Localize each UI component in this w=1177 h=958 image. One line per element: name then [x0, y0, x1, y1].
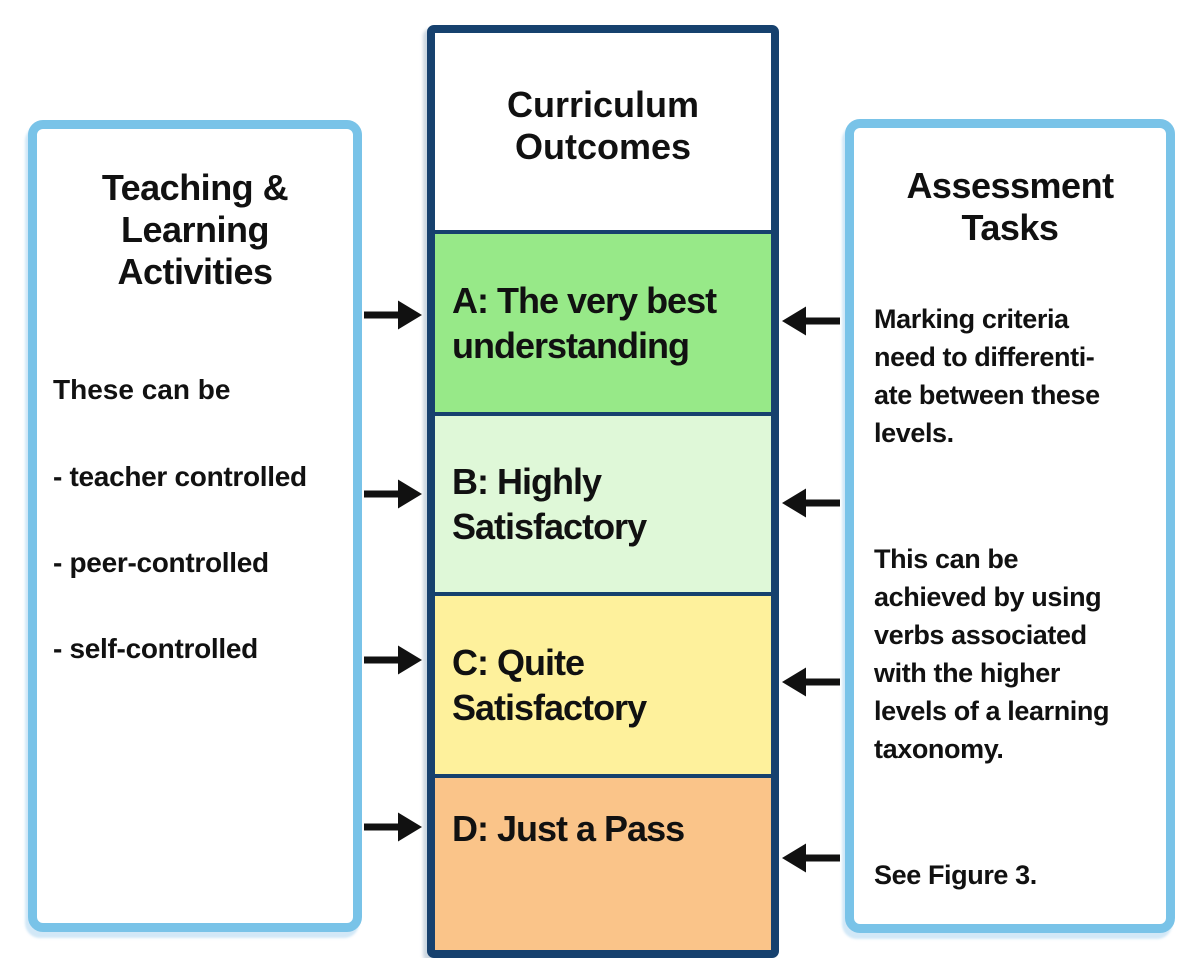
band-a-label-line: understanding — [452, 325, 689, 366]
marking-criteria-paragraph — [874, 300, 1166, 452]
body-line: taxonomy. — [874, 734, 1004, 764]
left-arrow-icon — [782, 485, 840, 521]
right-arrow-icon — [364, 476, 422, 512]
outcome-band-a — [435, 230, 771, 412]
band-a-label-line: A: The very best — [452, 280, 717, 321]
left-arrow-icon — [782, 840, 840, 876]
column-title-line: Curriculum — [506, 83, 700, 125]
curriculum-outcomes-title — [435, 33, 771, 230]
column-title-line: Outcomes — [514, 125, 692, 167]
body-line: with the higher — [874, 658, 1060, 688]
body-line: need to differenti- — [874, 342, 1095, 372]
outcome-band-c — [435, 592, 771, 774]
right-arrow-icon — [364, 642, 422, 678]
body-line: This can be — [874, 544, 1019, 574]
right-box-title — [854, 165, 1166, 249]
band-b-label-line: Satisfactory — [452, 506, 647, 547]
right-arrow-icon — [364, 809, 422, 845]
left-arrow-icon — [782, 303, 840, 339]
band-d-label-line: D: Just a Pass — [452, 807, 685, 849]
outcome-band-d — [435, 774, 771, 950]
taxonomy-verbs-paragraph — [874, 540, 1166, 768]
body-line: achieved by using — [874, 582, 1102, 612]
band-c-label-line: Satisfactory — [452, 687, 647, 728]
assessment-tasks-box — [845, 119, 1175, 933]
body-line: See Figure 3. — [874, 860, 1037, 890]
band-c-label-line: C: Quite — [452, 642, 584, 683]
body-line: Marking criteria — [874, 304, 1069, 334]
right-box-title-line: Tasks — [961, 207, 1059, 248]
left-box-title-line: Learning — [120, 209, 269, 250]
activity-list-item: - self-controlled — [53, 633, 258, 664]
body-line: verbs associated — [874, 620, 1087, 650]
right-box-title-line: Assessment — [906, 165, 1114, 206]
right-arrow-icon — [364, 297, 422, 333]
band-b-label-line: B: Highly — [452, 461, 601, 502]
outcome-band-b — [435, 412, 771, 592]
left-box-intro-text: These can be — [53, 374, 231, 405]
body-line: ate between these — [874, 380, 1100, 410]
left-arrow-icon — [782, 664, 840, 700]
curriculum-outcomes-column — [427, 25, 779, 958]
left-box-title-line: Activities — [117, 251, 273, 292]
body-line: levels. — [874, 418, 954, 448]
see-figure-reference — [874, 856, 1166, 894]
activity-list-item: - peer-controlled — [53, 547, 269, 578]
left-box-title-line: Teaching & — [101, 167, 289, 208]
activity-list-item: - teacher controlled — [53, 461, 307, 492]
teaching-learning-activities-box — [28, 120, 362, 932]
body-line: levels of a learning — [874, 696, 1110, 726]
left-box-title — [37, 167, 353, 293]
